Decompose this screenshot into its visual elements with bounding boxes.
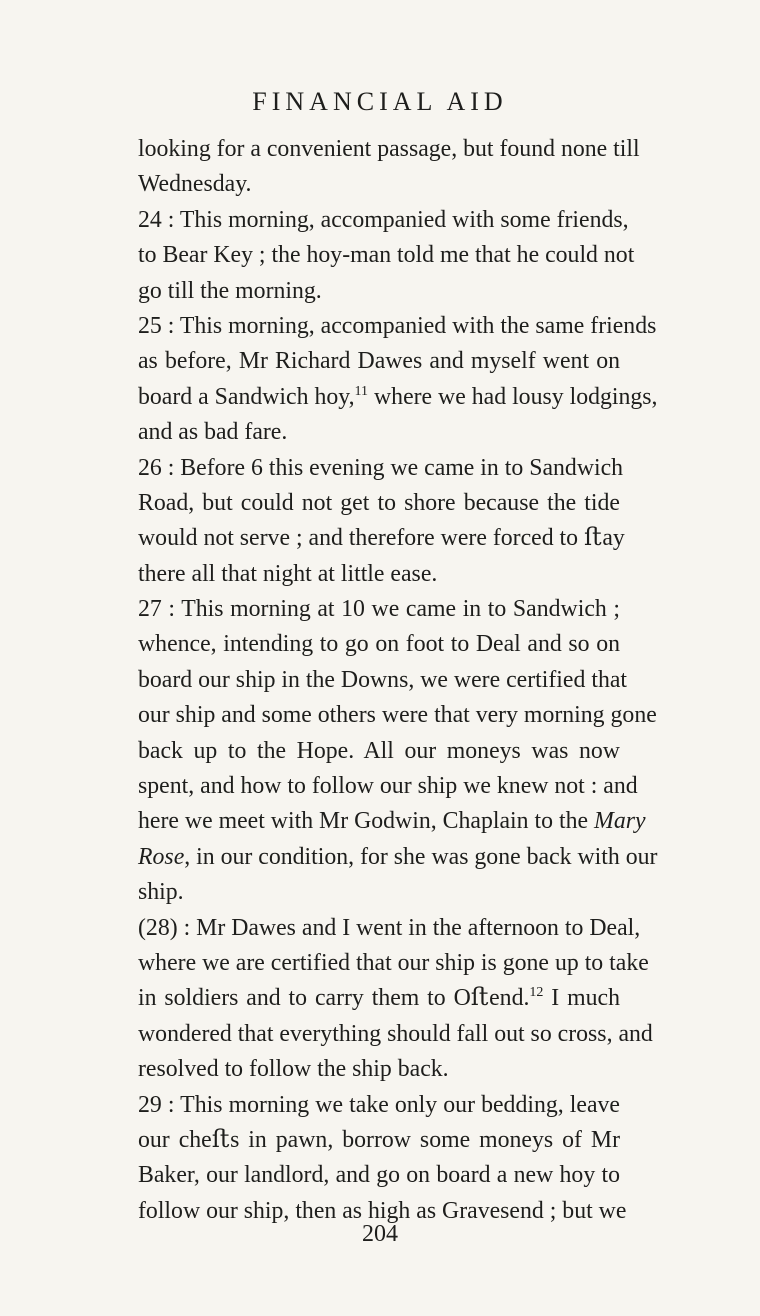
- text-line: 27 : This morning at 10 we came in to Sandwich ;: [138, 596, 620, 623]
- text-line: 25 : This morning, accompanied with the same friends: [138, 312, 657, 339]
- text-line: our cheﬅs in pawn, borrow some moneys of Mr: [138, 1126, 620, 1153]
- text-run: where we had lousy lodgings,: [368, 383, 658, 410]
- footnote-reference: 12: [529, 985, 544, 1001]
- body-text: [138, 132, 658, 1229]
- text-run: I much: [543, 985, 620, 1012]
- text-line: Road, but could not get to shore because the tide: [138, 489, 620, 516]
- text-run: , in our condition, for she was gone back with our: [184, 843, 658, 870]
- text-line: Wednesday.: [138, 171, 252, 198]
- text-line: spent, and how to follow our ship we knew not : and: [138, 773, 638, 800]
- text-line: would not serve ; and therefore were forced to ﬅay: [138, 525, 625, 552]
- text-line: as before, Mr Richard Dawes and myself went on: [138, 348, 620, 375]
- text-line: 29 : This morning we take only our bedding, leave: [138, 1091, 620, 1118]
- ship-name: Rose: [138, 843, 185, 870]
- text-line: and as bad fare.: [138, 419, 288, 446]
- text-line: resolved to follow the ship back.: [138, 1056, 449, 1083]
- text-line: (28) : Mr Dawes and I went in the afternoon to Deal,: [138, 914, 641, 941]
- text-line: [138, 840, 658, 875]
- text-line: 24 : This morning, accompanied with some friends,: [138, 206, 629, 233]
- text-line: board our ship in the Downs, we were certified that: [138, 666, 628, 693]
- text-line: where we are certified that our ship is gone up to take: [138, 949, 649, 976]
- text-line: go till the morning.: [138, 277, 322, 304]
- text-line: Baker, our landlord, and go on board a new hoy to: [138, 1162, 620, 1189]
- footnote-reference: 11: [354, 383, 369, 399]
- text-line: 26 : Before 6 this evening we came in to Sandwich: [138, 454, 624, 481]
- text-run: here we meet with Mr Godwin, Chaplain to the: [138, 808, 594, 835]
- text-line: wondered that everything should fall out so cross, and: [138, 1020, 653, 1047]
- text-line: back up to the Hope. All our moneys was now: [138, 737, 620, 764]
- text-line: ship.: [138, 879, 184, 906]
- text-run: board a Sandwich hoy,: [138, 383, 355, 410]
- text-line: [138, 981, 620, 1016]
- text-line: to Bear Key ; the hoy-man told me that he could not: [138, 242, 635, 269]
- text-line: follow our ship, then as high as Gravesend ; but we: [138, 1197, 627, 1224]
- text-line: [138, 804, 646, 839]
- text-line: our ship and some others were that very morning gone: [138, 702, 657, 729]
- ship-name: Mary: [594, 808, 646, 835]
- text-line: there all that night at little ease.: [138, 560, 438, 587]
- text-run: in soldiers and to carry them to Oﬅend.: [138, 985, 530, 1012]
- running-head: FINANCIAL AID: [252, 87, 508, 116]
- page-number: 204: [362, 1221, 398, 1247]
- text-line: whence, intending to go on foot to Deal and so on: [138, 631, 620, 658]
- text-line: [138, 380, 658, 415]
- text-line: looking for a convenient passage, but found none till: [138, 136, 640, 162]
